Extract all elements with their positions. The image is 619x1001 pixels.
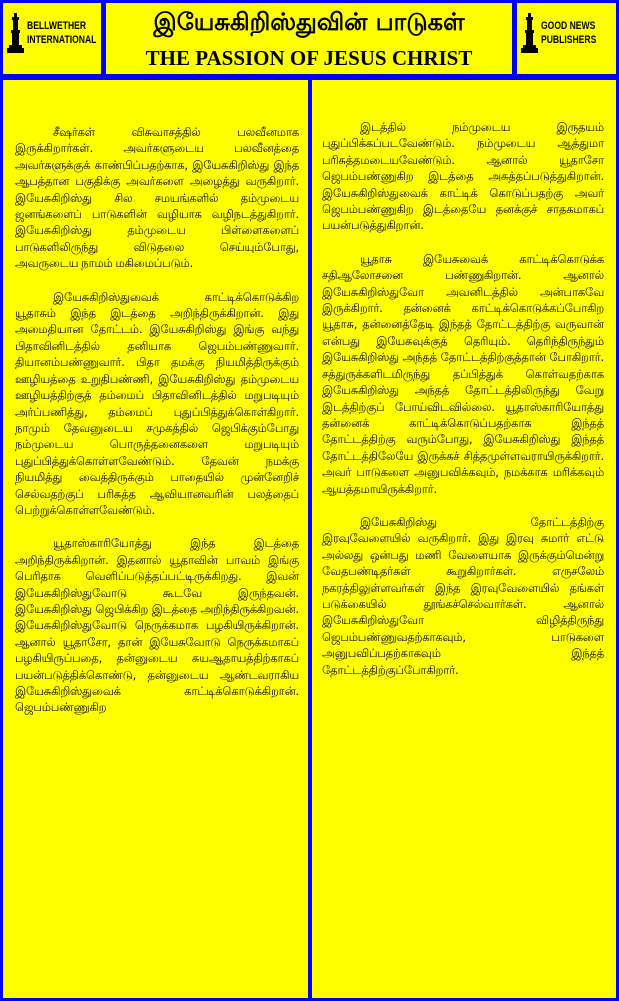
paragraph: இயேசுகிறிஸ்து தோட்டத்திற்கு இரவுவேளையில் வருகிறார். இது இரவு சுமார் எட்டு அல்லது ஒன்பது மணி வேளையாக இருக்கும்மென்று வேதபண்டிதர்கள் கூறுகிறார்கள். எருசலேம் நகரத்திலுள்ளவர்கள் இந்த இரவுவேளையில் தங்கள் படுக்கையில் தூங்கச்செல்வார்கள். ஆனால் இயேசுகிறிஸ்துவோ விழித்திருந்து ஜெபம்பண்ணுவதற்காகவும், பாடுகளை அனுபவிப்பதற்காகவும் இந்தத் தோட்டத்திற்குப்போகிறார். (322, 514, 604, 677)
paragraph: இடத்தில் நம்முடைய இருதயம் புதுப்பிக்கப்படவேண்டும். நம்முடைய ஆத்துமா பரிசுத்தமடையவேண்டும். ஆனால் யூதாசோ ஜெபம்பண்ணுகிற இடத்தை அசுத்தப்படுத்துகிறான். இயேசுகிறிஸ்துவைக் காட்டிக் கொடுப்பதற்கு அவர் ஜெபம்பண்ணுகிற இடத்தையே தனக்குச் சாதகமாகப் பயன்படுத்துகிறான். (322, 120, 604, 233)
page-title-tamil: இயேசுகிறிஸ்துவின் பாடுகள் (153, 8, 465, 36)
paragraph: யூதாசு இயேசுவைக் காட்டிக்கொடுக்க சதிஆலோசனை பண்ணுகிறான். ஆனால் இயேசுகிறிஸ்துவோ அவனிடத்தில் அன்பாகவே இருக்கிறார். தன்னைக் காட்டிக்கொடுக்கப்போகிற யூதாசு, தன்னைத்தேடி இந்தத் தோட்டத்திற்கு வருவான் என்பது இயேசுவுக்குத் தெரியும். தெரிந்திருந்தும் இயேசுகிறிஸ்து அந்தத் தோட்டத்திற்குத்தான் போகிறார். சத்துருக்களிடமிருந்து தப்பித்துக் கொள்வதற்காக இயேசுகிறிஸ்து அந்தத் தோட்டத்திலிருந்து வேறு இடத்திற்குப் போய்விடவில்லை. யூதாஸ்காரியோத்து தன்னைக் காட்டிக்கொடுப்பதற்காக இந்தத் தோட்டத்திற்கு வரும்போது, இயேசுகிறிஸ்து இந்தத் தோட்டத்திலேயே இருக்கச் சித்தமுள்ளவராயிருக்கிறார். அவர் பாடுகளை அனுபவிக்கவும், நமக்காக மரிக்கவும் ஆயத்தமாயிருக்கிறார். (322, 251, 604, 496)
left-text-column (3, 80, 308, 998)
paragraph: இயேசுகிறிஸ்துவைக் காட்டிக்கொடுக்கிற யூதாசும் இந்த இடத்தை அறிந்திருக்கிறான். இது அமைதியான தோட்டம். இயேசுகிறிஸ்து இங்கு வந்து பிதாவினிடத்தில் தனியாக ஜெபம்பண்ணுவார். தியானம்பண்ணுவார். பிதா தமக்கு நியமித்திருக்கும் ஊழியத்தை உறுதிபண்ணி, இயேசுகிறிஸ்து தம்முடைய ஊழியத்திற்குத் தம்மைப் பிதாவினிடத்தில் மறுபடியும் அர்ப்பணித்து, தம்மைப் புதுப்பித்துக்கொள்கிறார். நாமும் தேவனுடைய சமுகத்தில் ஜெபிக்கும்போது நம்முடைய பொருத்தனைகளை மறுபடியும் புதுப்பித்துக்கொள்ளவேண்டும். தேவன் நமக்கு நியமித்து வைத்திருக்கும் பாதையில் முன்னேறிச் செல்வதற்குப் பரிசுத்த ஆவியானவரின் பலத்தைப் பெற்றுக்கொள்ளவேண்டும். (15, 289, 299, 517)
header-left-logo-panel (3, 3, 101, 74)
right-text-column (312, 80, 616, 998)
left-logo-line2: INTERNATIONAL (27, 34, 97, 46)
right-logo-line2: PUBLISHERS (541, 34, 597, 46)
left-logo-line1: BELLWETHER (27, 20, 87, 32)
page-title-english: THE PASSION OF JESUS CHRIST (145, 46, 473, 70)
paragraph: சீஷர்கள் விசுவாசத்தில் பலவீனமாக இருக்கிறார்கள். அவர்களுடைய பலவீனத்தை அவர்களுக்குக் காண்பிப்பதற்காக, இயேசுகிறிஸ்து இந்த ஆபத்தான பகுதிக்கு அவர்களை அழைத்து வருகிறார். இயேசுகிறிஸ்து சில சமயங்களில் தம்முடைய ஜனங்களைப் பாடுகளின் வழியாக வழிநடத்துகிறார். இயேசுகிறிஸ்து தம்முடைய பிள்ளைகளைப் பாடுகளிலிருந்து விடுதலை செய்யும்போது, அவருடைய நாமம் மகிமைப்படும். (15, 125, 299, 271)
tower-icon (7, 13, 24, 53)
good-news-publishers-logo (521, 13, 612, 53)
paragraph: யூதாஸ்காரியோத்து இந்த இடத்தை அறிந்திருக்கிறான். இதனால் யூதாவின் பாவம் இங்கு பெரிதாக வெளிப்படுத்தப்பட்டிருக்கிறது. இவன் இயேசுகிறிஸ்துவோடு கூடவே இருந்தவன். இயேசுகிறிஸ்து ஜெபிக்கிற இடத்தை அறிந்திருக்கிறவன். இயேசுகிறிஸ்துவோடு நெருக்கமாக பழகியிருக்கிறான். ஆனால் யூதாசோ, தான் இயேசுவோடு நெருக்கமாகப் பழகியிருப்பதை, தன்னுடைய சுயஆதாயத்திற்காகப் பயன்படுத்திக்கொண்டு, தன்னுடைய ஆண்டவராகிய இயேசுகிறிஸ்துவைக் காட்டிக்கொடுக்கிறான். ஜெபம்பண்ணுகிற (15, 536, 299, 715)
header-title-panel (106, 3, 512, 74)
tower-icon (521, 13, 538, 53)
header-right-logo-panel (517, 3, 616, 74)
bellwether-logo (7, 13, 101, 53)
right-logo-line1: GOOD NEWS (541, 20, 596, 32)
